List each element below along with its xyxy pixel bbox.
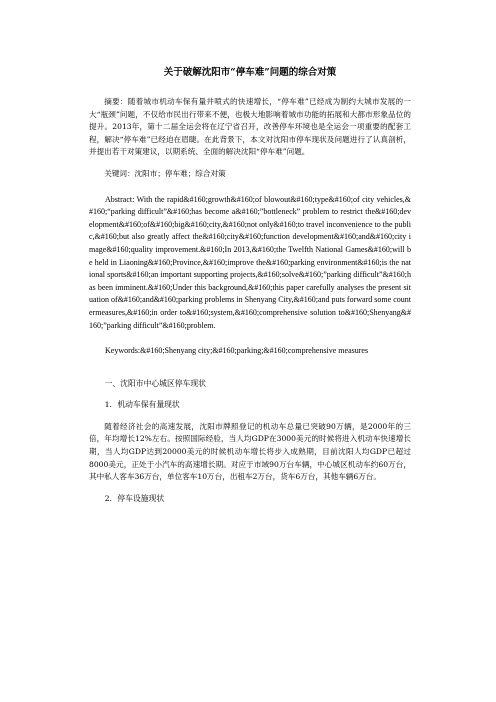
body-paragraph: 随着经济社会的高速发展，沈阳市牌照登记的机动车总量已突破90万辆，是2000年的三倍，年均增长12%左右。按照国际经验，当人均GDP在3000美元的时候将进入机动车快速增长期，当人均GDP达到20000美元的时候机动车增长将步入成熟期，目前沈阳人均GDP已超过8000美元，正处于小汽车的高速增长期。对应于市域90万台车辆，中心城区机动车约60万台，其中私人客车36万台，单位客车10万台，出租车2万台，货车6万台，其他车辆6万台。 (89, 421, 411, 482)
keywords-en: Keywords:&#160;Shenyang city;&#160;parking;&#160;comprehensive measures (105, 346, 369, 356)
abstract-en: Abstract: With the rapid&#160;growth&#160;of blowout&#160;type&#160;of city vehicles,&#160;“parking difficult”&#160;has become a&#160;”bottleneck” problem to restrict the&#160;development&#160;of&#160;big&#160;city,&#160;not only&#160;to travel inconvenience to the public,&#160;but also greatly affect the&#160;city&#160;function development&#160;and&#160;city image&#160;quality improvement.&#160;In 2013,&#160;the Twelfth National Games&#160;will be held in Liaoning&#160;Province,&#160;improve the&#160;parking environment&#160;is the national sports&#160;an important supporting projects,&#160;solve&#160;”parking difficult”&#160;has been imminent.&#160;Under this background,&#160;this paper carefully analyses the present situation of&#160;and&#160;parking problems in Shenyang City,&#160;and puts forward some countermeasures,&#160;in order to&#160;system,&#160;comprehensive solution to&#160;Shenyang&#160;”parking difficult”&#160;problem. (89, 194, 411, 330)
abstract-zh: 摘要：随着城市机动车保有量井喷式的快速增长，“停车难”已经成为制约大城市发展的一大“瓶颈”问题，不仅给市民出行带来不便，也极大地影响着城市功能的拓展和大都市形象品位的提升。2013年，第十二届全运会将在辽宁省召开，改善停车环境也是全运会一项重要的配套工程，解决“停车难”已经迫在眉睫。在此背景下，本文对沈阳市停车现状及问题进行了认真剖析，并提出若干对策建议，以期系统、全面的解决沈阳“停车难”问题。 (89, 97, 411, 157)
subsection-heading-2: 2．停车设施现状 (104, 493, 165, 503)
document-content (89, 64, 411, 505)
section-heading: 一、沈阳市中心城区停车现状 (104, 378, 206, 388)
subsection-heading: 1．机动车保有量现状 (104, 400, 180, 410)
keywords-zh: 关键词：沈阳市；停车难；综合对策 (104, 168, 226, 178)
document-title: 关于破解沈阳市“停车难”问题的综合对策 (163, 67, 337, 78)
